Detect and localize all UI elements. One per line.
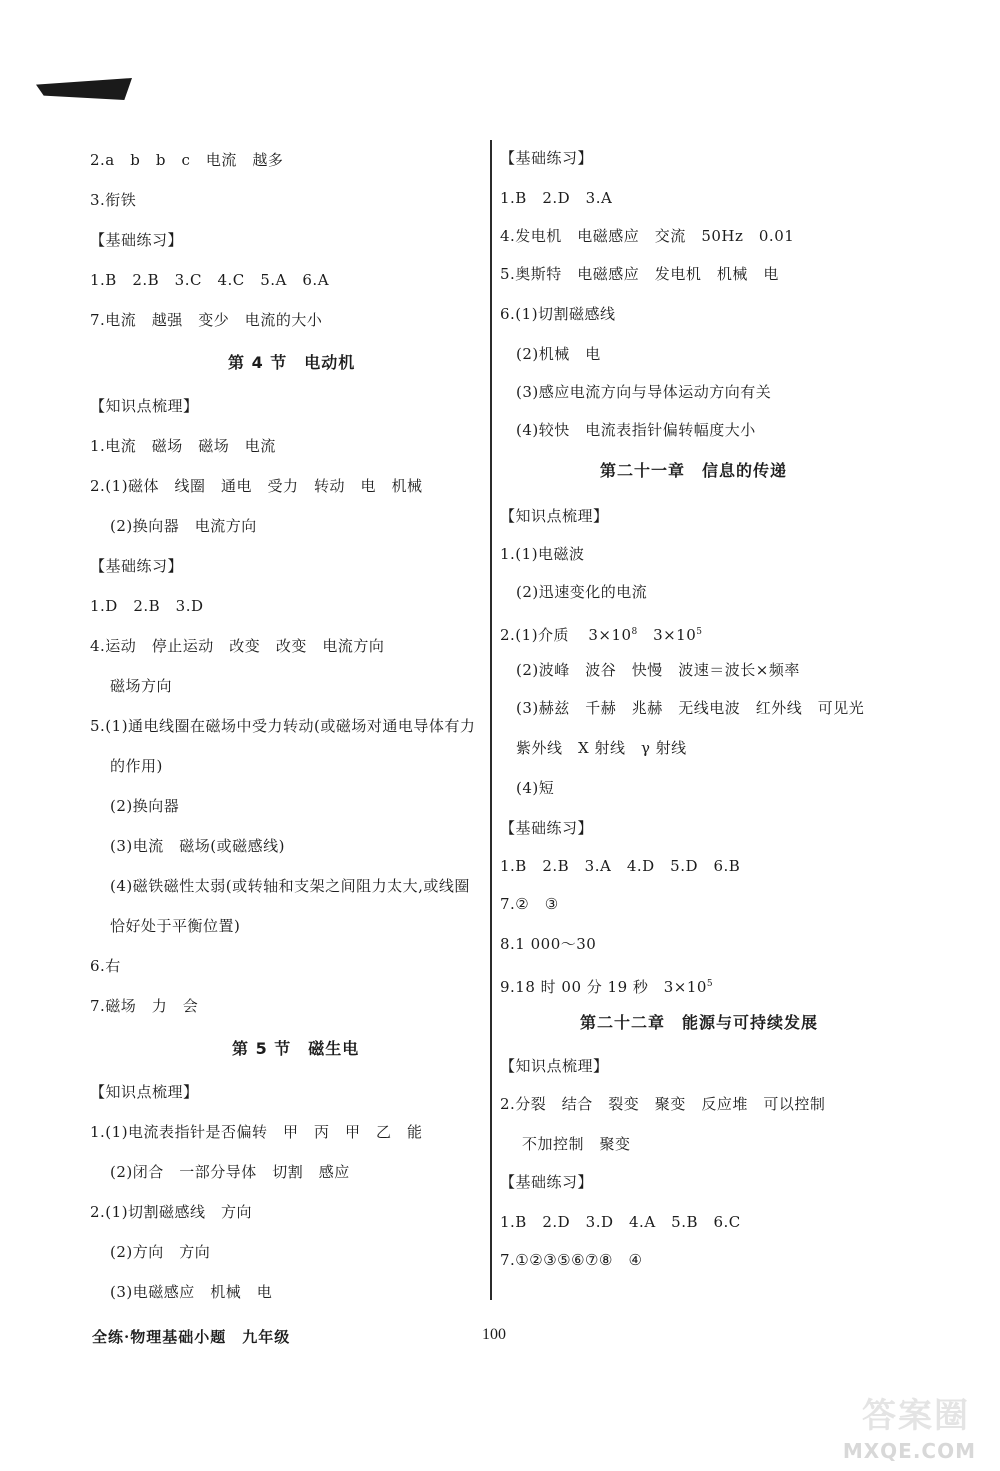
answer-line: 1.(1)电磁波: [500, 545, 585, 563]
sci-base: 3×10: [588, 626, 632, 644]
answer-line: [500, 974, 713, 997]
answer-line: 2.a b b c 电流 越多: [90, 151, 284, 169]
answer-line: 8.1 000～30: [500, 935, 597, 953]
answer-line: (4)短: [516, 779, 555, 797]
answer-line: 2.(1)磁体 线圈 通电 受力 转动 电 机械: [90, 477, 423, 495]
answer-line: 紫外线 X 射线 γ 射线: [516, 739, 687, 757]
section-label: 【基础练习】: [90, 231, 184, 249]
answer-line: (2)机械 电: [516, 345, 601, 363]
answer-line: 2.(1)切割磁感线 方向: [90, 1203, 253, 1221]
answer-line: 1.电流 磁场 磁场 电流: [90, 437, 276, 455]
answer-line: (3)电磁感应 机械 电: [110, 1283, 273, 1301]
answer-line: 的作用): [110, 757, 163, 775]
answer-line: (3)感应电流方向与导体运动方向有关: [516, 383, 772, 401]
answer-line: 7.磁场 力 会: [90, 997, 199, 1015]
answer-line: (4)较快 电流表指针偏转幅度大小: [516, 421, 756, 439]
answer-line: 1.B 2.D 3.A: [500, 189, 613, 207]
answer-line: (2)迅速变化的电流: [516, 583, 648, 601]
section-label: 【基础练习】: [500, 819, 594, 837]
section-label: 【知识点梳理】: [500, 1057, 609, 1075]
answer-line: 恰好处于平衡位置): [110, 917, 241, 935]
sci-notation: [653, 626, 702, 644]
answer-line: 5.奥斯特 电磁感应 发电机 机械 电: [500, 265, 779, 283]
answer-line: 3.衔铁: [90, 191, 137, 209]
section-label: 【基础练习】: [90, 557, 184, 575]
section-label: 【基础练习】: [500, 1173, 594, 1191]
answer-line: (4)磁铁磁性太弱(或转轴和支架之间阻力太大,或线圈: [110, 877, 470, 895]
answer-line: 1.B 2.B 3.C 4.C 5.A 6.A: [90, 271, 330, 289]
answer-line: (2)方向 方向: [110, 1243, 211, 1261]
answer-line: (2)波峰 波谷 快慢 波速＝波长×频率: [516, 661, 800, 679]
answer-text: 2.(1)介质: [500, 626, 570, 644]
answer-line: 6.右: [90, 957, 121, 975]
sci-notation: [664, 978, 713, 996]
watermark-logo: 答案圈: [862, 1396, 970, 1436]
sci-notation: [588, 626, 637, 644]
sci-exponent: 8: [631, 627, 638, 637]
section-label: 【知识点梳理】: [90, 1083, 199, 1101]
answer-line: (2)闭合 一部分导体 切割 感应: [110, 1163, 350, 1181]
answer-line: 1.B 2.D 3.D 4.A 5.B 6.C: [500, 1213, 741, 1231]
sci-exponent: 5: [706, 979, 714, 989]
answer-text: 9.18 时 00 分 19 秒: [500, 978, 649, 996]
answer-line: 6.(1)切割磁感线: [500, 305, 616, 323]
answer-line: [500, 622, 703, 645]
page-number: 100: [482, 1326, 506, 1343]
answer-line: 7.② ③: [500, 895, 559, 913]
section-label: 【知识点梳理】: [90, 397, 199, 415]
answer-line: (2)换向器 电流方向: [110, 517, 257, 535]
book-title: 全练·物理基础小题 九年级: [92, 1328, 291, 1346]
answer-line: 5.(1)通电线圈在磁场中受力转动(或磁场对通电导体有力: [90, 717, 476, 735]
section-label: 【基础练习】: [500, 149, 594, 167]
answer-line: 7.电流 越强 变少 电流的大小: [90, 311, 323, 329]
answer-line: 磁场方向: [110, 677, 173, 695]
answer-line: 1.(1)电流表指针是否偏转 甲 丙 甲 乙 能: [90, 1123, 423, 1141]
section-heading: 第 5 节 磁生电: [232, 1039, 360, 1058]
section-heading: 第 4 节 电动机: [228, 353, 356, 372]
answer-line: 2.分裂 结合 裂变 聚变 反应堆 可以控制: [500, 1095, 826, 1113]
chapter-heading: 第二十二章 能源与可持续发展: [580, 1013, 819, 1032]
answer-line: (2)换向器: [110, 797, 180, 815]
answer-line: 不加控制 聚变: [522, 1135, 631, 1153]
answer-line: (3)电流 磁场(或磁感线): [110, 837, 285, 855]
corner-mark: [36, 78, 132, 100]
chapter-heading: 第二十一章 信息的传递: [600, 461, 788, 480]
answer-line: 1.D 2.B 3.D: [90, 597, 204, 615]
answer-line: 7.①②③⑤⑥⑦⑧ ④: [500, 1251, 643, 1269]
sci-exponent: 5: [696, 627, 703, 637]
answer-line: 1.B 2.B 3.A 4.D 5.D 6.B: [500, 857, 741, 875]
section-label: 【知识点梳理】: [500, 507, 609, 525]
sci-base: 3×10: [653, 626, 697, 644]
sci-base: 3×10: [663, 978, 707, 996]
answer-line: (3)赫兹 千赫 兆赫 无线电波 红外线 可见光: [516, 699, 865, 717]
answer-line: 4.运动 停止运动 改变 改变 电流方向: [90, 637, 385, 655]
answer-line: 4.发电机 电磁感应 交流 50Hz 0.01: [500, 227, 795, 245]
column-divider: [490, 140, 492, 1300]
watermark-site: MXQE.COM: [842, 1439, 976, 1463]
